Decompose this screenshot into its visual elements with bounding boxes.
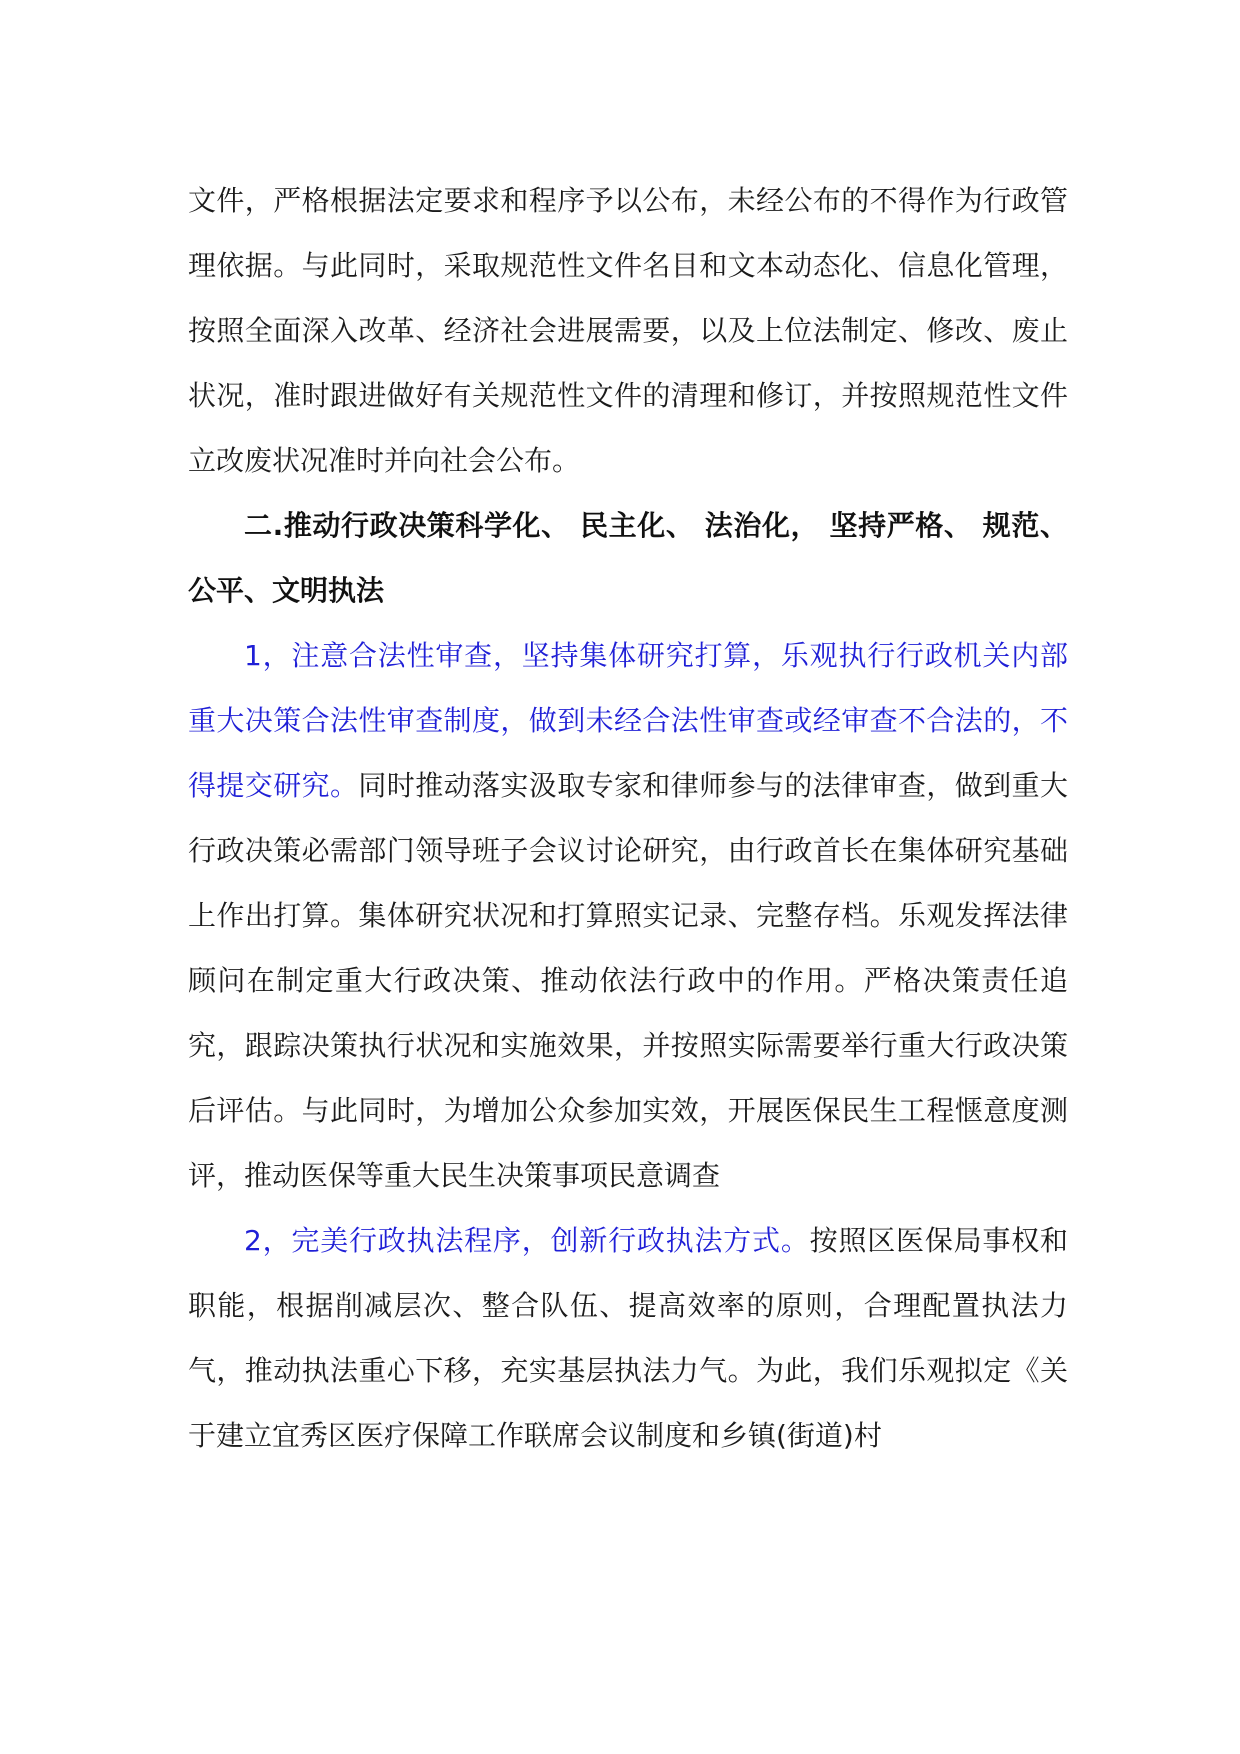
item-2-highlight: 2，完美行政执法程序，创新行政执法方式。 [244, 1224, 810, 1257]
paragraph-item-1 [188, 623, 1068, 1208]
paragraph-item-2 [188, 1208, 1068, 1468]
section-heading: 二.推动行政决策科学化、 民主化、 法治化， 坚持严格、 规范、公平、文明执法 [188, 509, 1068, 607]
document-body [188, 168, 1068, 1468]
item-1-body: 同时推动落实汲取专家和律师参与的法律审查，做到重大行政决策必需部门领导班子会议讨论研究，由行政首长在集体研究基础上作出打算。集体研究状况和打算照实记录、完整存档。乐观发挥法律顾问在制定重大行政决策、推动依法行政中的作用。严格决策责任追究，跟踪决策执行状况和实施效果，并按照实际需要举行重大行政决策后评估。与此同时，为增加公众参加实效，开展医保民生工程惬意度测评，推动医保等重大民生决策事项民意调查 [188, 769, 1068, 1192]
item-1-highlight: 1，注意合法性审查，坚持集体研究打算，乐观执行行政机关内部重大决策合法性审查制度，做到未经合法性审查或经审查不合法的，不得提交研究。 [188, 639, 1068, 802]
paragraph-continuation: 文件，严格根据法定要求和程序予以公布，未经公布的不得作为行政管理依据。与此同时，采取规范性文件名目和文本动态化、信息化管理，按照全面深入改革、经济社会进展需要，以及上位法制定、修改、废止状况，准时跟进做好有关规范性文件的清理和修订，并按照规范性文件立改废状况准时并向社会公布。 [188, 184, 1068, 477]
item-2-body: 按照区医保局事权和职能，根据削减层次、整合队伍、提高效率的原则，合理配置执法力气，推动执法重心下移，充实基层执法力气。为此，我们乐观拟定《关于建立宜秀区医疗保障工作联席会议制度和乡镇(街道)村 [188, 1224, 1068, 1452]
